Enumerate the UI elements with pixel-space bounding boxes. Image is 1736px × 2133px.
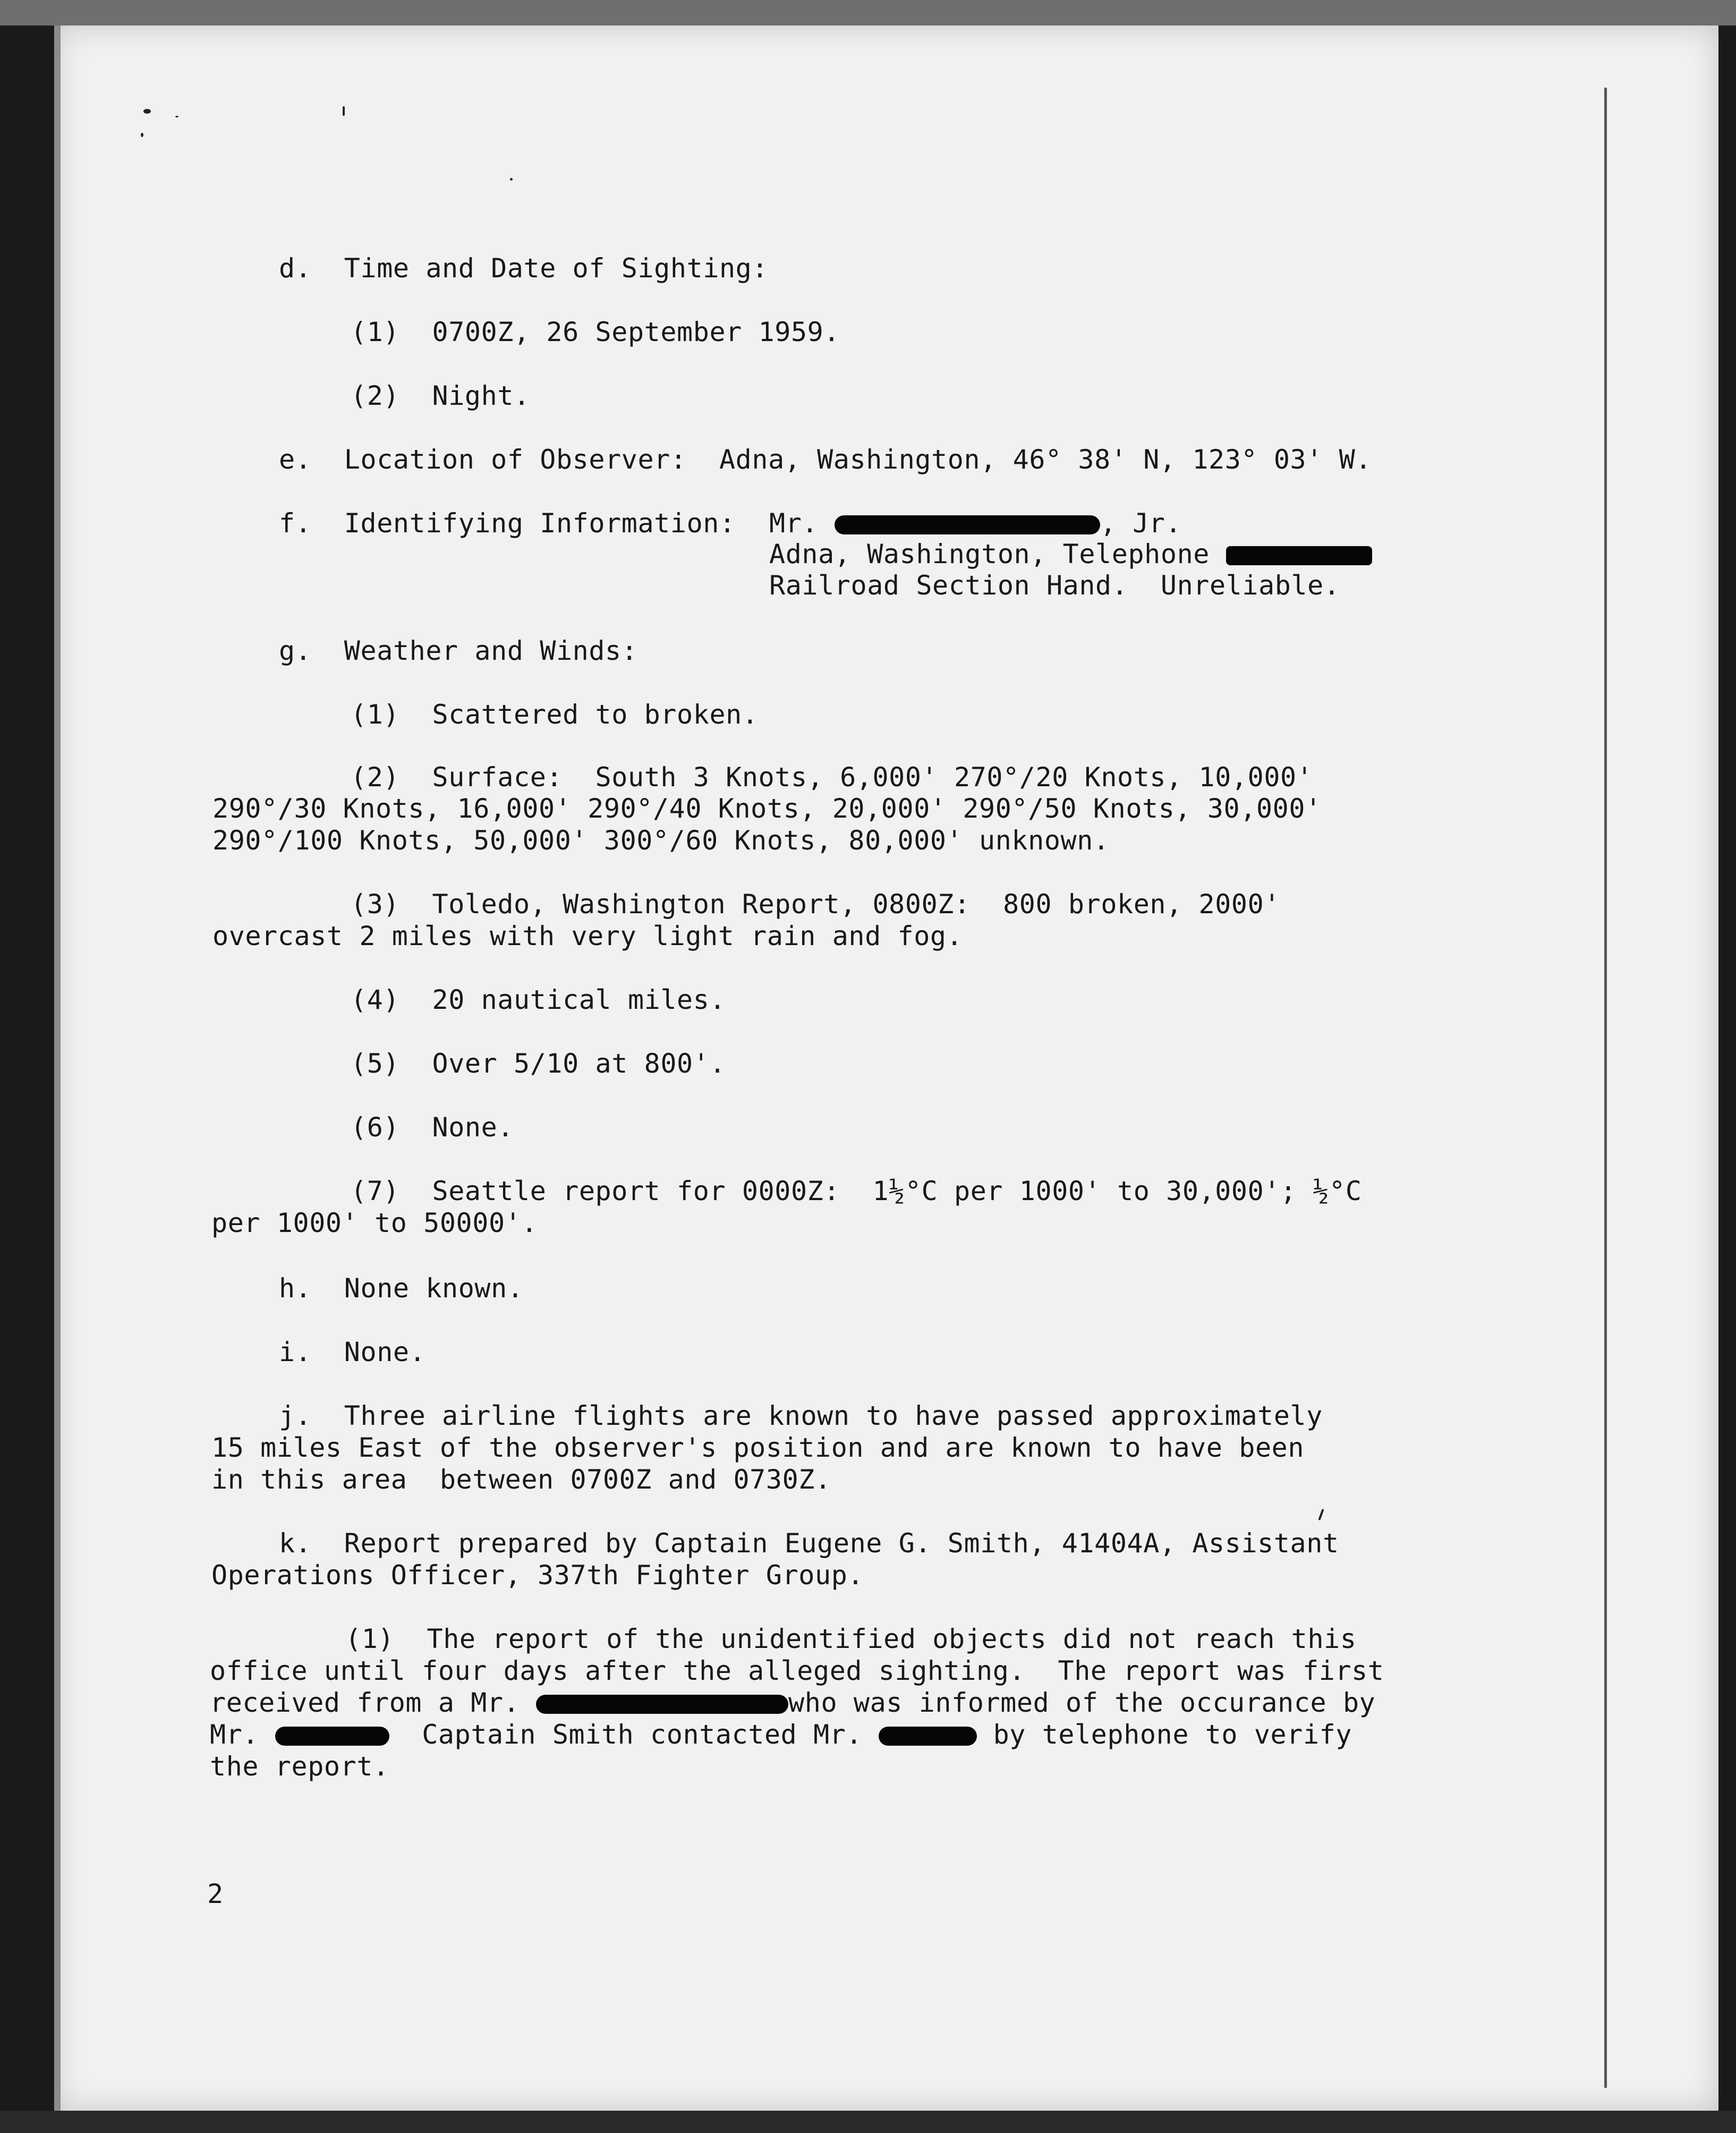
section-g-item-1: (1) Scattered to broken. (351, 699, 759, 730)
section-i: i. None. (279, 1337, 426, 1367)
section-k-sub-1-line-4 (210, 1719, 1352, 1750)
section-j-line-1: j. Three airline flights are known to have passed approximately (279, 1400, 1323, 1431)
section-d-item-2: (2) Night. (351, 380, 530, 411)
section-j-line-2: 15 miles East of the observer's position and are known to have been (211, 1432, 1305, 1463)
section-k-sub-1-line-5: the report. (210, 1751, 389, 1782)
section-g-item-6: (6) None. (351, 1112, 514, 1143)
name-prefix: Mr. (769, 508, 835, 539)
redaction-bar (835, 515, 1100, 534)
section-h: h. None known. (279, 1273, 524, 1304)
section-e-location: e. Location of Observer: Adna, Washington, 46° 38' N, 123° 03' W. (279, 444, 1372, 475)
page-left-edge (54, 26, 61, 2111)
scan-speck (143, 109, 151, 114)
section-f-address-line (769, 538, 1372, 570)
redaction-bar (879, 1727, 977, 1746)
line-suffix: by telephone to verify (976, 1719, 1352, 1750)
section-g-item-5: (5) Over 5/10 at 800'. (351, 1048, 726, 1079)
section-g-item-7-line-2: per 1000' to 50000'. (211, 1208, 538, 1238)
section-k-line-2: Operations Officer, 337th Fighter Group. (211, 1560, 864, 1591)
line-prefix: received from a Mr. (210, 1687, 537, 1718)
section-g-item-2-line-1: (2) Surface: South 3 Knots, 6,000' 270°/20 Knots, 10,000' (351, 762, 1313, 793)
section-g-item-7-line-1: (7) Seattle report for 0000Z: 1½°C per 1000' to 30,000'; ½°C (351, 1176, 1362, 1206)
section-g-item-3-line-2: overcast 2 miles with very light rain and fog. (212, 921, 963, 951)
section-g-item-3-line-1: (3) Toledo, Washington Report, 0800Z: 800 broken, 2000' (351, 889, 1281, 920)
section-g-item-2-line-3: 290°/100 Knots, 50,000' 300°/60 Knots, 80,000' unknown. (212, 825, 1110, 856)
section-f-name-line (769, 507, 1181, 539)
section-g-item-2-line-2: 290°/30 Knots, 16,000' 290°/40 Knots, 20,000' 290°/50 Knots, 30,000' (212, 793, 1322, 824)
section-f-occupation-line: Railroad Section Hand. Unreliable. (769, 570, 1340, 601)
section-g-item-4: (4) 20 nautical miles. (351, 984, 726, 1015)
section-d-heading: d. Time and Date of Sighting: (279, 253, 769, 284)
scan-speck (343, 106, 345, 116)
page-number: 2 (207, 1879, 224, 1909)
page-right-edge (1604, 88, 1607, 2088)
section-k-line-1: k. Report prepared by Captain Eugene G. Smith, 41404A, Assistant (279, 1528, 1339, 1559)
name-suffix: , Jr. (1100, 508, 1182, 539)
scan-bottom-border (0, 2111, 1736, 2133)
section-g-heading: g. Weather and Winds: (279, 635, 638, 666)
line-prefix: Mr. (210, 1719, 275, 1750)
scan-speck (175, 116, 178, 117)
section-f-label: f. Identifying Information: (279, 508, 736, 539)
section-k-sub-1-line-2: office until four days after the alleged sighting. The report was first (210, 1655, 1384, 1686)
redaction-bar (275, 1727, 389, 1746)
scan-speck (510, 178, 513, 181)
redaction-bar (1226, 546, 1372, 565)
address-text: Adna, Washington, Telephone (769, 539, 1226, 570)
document-page (54, 26, 1718, 2111)
scan-speck (141, 133, 143, 137)
scan-top-border (0, 0, 1736, 26)
redaction-bar (536, 1695, 788, 1714)
line-middle: Captain Smith contacted Mr. (389, 1719, 879, 1750)
section-d-item-1: (1) 0700Z, 26 September 1959. (351, 317, 840, 347)
section-j-line-3: in this area between 0700Z and 0730Z. (211, 1464, 831, 1495)
section-k-sub-1-line-1: (1) The report of the unidentified objects did not reach this (345, 1624, 1357, 1654)
section-k-sub-1-line-3 (210, 1687, 1375, 1719)
line-suffix: who was informed of the occurance by (788, 1687, 1376, 1718)
